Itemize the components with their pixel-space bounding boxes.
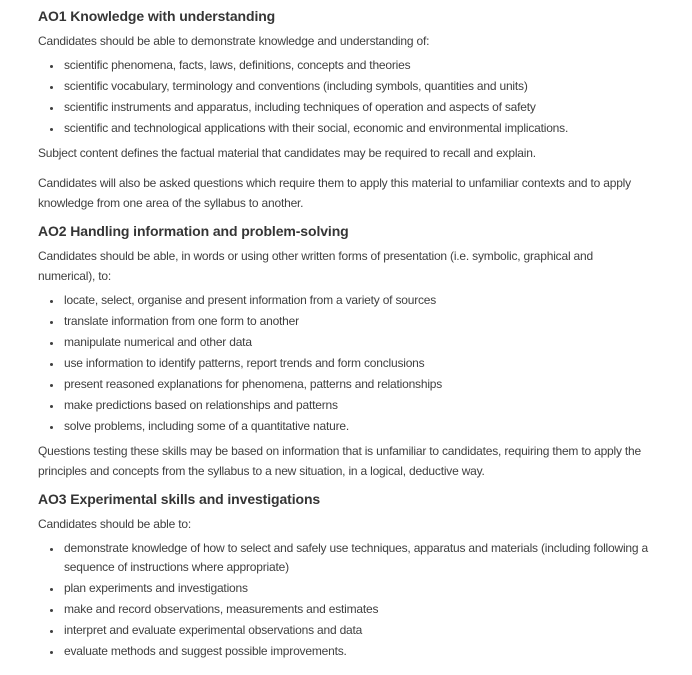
section-ao3-intro: Candidates should be able to: — [38, 517, 191, 531]
section-ao2-intro: Candidates should be able, in words or using other written forms of presentation (i.e. symbolic, graphical and numerical), to: — [38, 249, 593, 283]
bullet-item: • use information to identify patterns, report trends and form conclusions — [62, 354, 650, 373]
bullet-item: • interpret and evaluate experimental observations and data — [62, 621, 650, 640]
section-ao1-bullet-list — [38, 56, 650, 138]
section-ao2-bullet-list — [38, 291, 650, 436]
bullet-item: • make and record observations, measurements and estimates — [62, 600, 650, 619]
bullet-item: • solve problems, including some of a quantitative nature. — [62, 417, 650, 436]
paragraph: Subject content defines the factual material that candidates may be required to recall and explain. — [38, 146, 536, 160]
bullet-item: • plan experiments and investigations — [62, 579, 650, 598]
section-ao2-heading: AO2 Handling information and problem-solving — [38, 223, 349, 239]
bullet-item: • locate, select, organise and present information from a variety of sources — [62, 291, 650, 310]
bullet-item: • scientific vocabulary, terminology and conventions (including symbols, quantities and units) — [62, 77, 650, 96]
bullet-item: • make predictions based on relationships and patterns — [62, 396, 650, 415]
section-ao3-heading: AO3 Experimental skills and investigations — [38, 491, 321, 507]
bullet-item: • scientific phenomena, facts, laws, definitions, concepts and theories — [62, 56, 650, 75]
bullet-item: • present reasoned explanations for phenomena, patterns and relationships — [62, 375, 650, 394]
section-ao1-intro: Candidates should be able to demonstrate knowledge and understanding of: — [38, 34, 430, 48]
bullet-item: • translate information from one form to another — [62, 312, 650, 331]
bullet-item: • evaluate methods and suggest possible improvements. — [62, 642, 650, 661]
section-ao1-heading: AO1 Knowledge with understanding — [38, 8, 276, 24]
bullet-item: • demonstrate knowledge of how to select and safely use techniques, apparatus and materials (including following a sequence of instructions where appropriate) — [62, 539, 650, 577]
bullet-item: • scientific and technological applications with their social, economic and environmental implications. — [62, 119, 650, 138]
bullet-item: • scientific instruments and apparatus, including techniques of operation and aspects of safety — [62, 98, 650, 117]
bullet-item: • manipulate numerical and other data — [62, 333, 650, 352]
section-ao2 — [38, 223, 650, 481]
paragraph: Candidates will also be asked questions which require them to apply this material to unfamiliar contexts and to apply knowledge from one area of the syllabus to another. — [38, 176, 631, 210]
section-ao3-bullet-list — [38, 539, 650, 661]
section-ao3 — [38, 491, 650, 661]
paragraph: Questions testing these skills may be based on information that is unfamiliar to candidates, requiring them to apply the principles and concepts from the syllabus to a new situation, in a logical, deductive way. — [38, 444, 642, 478]
section-ao1 — [38, 8, 650, 213]
